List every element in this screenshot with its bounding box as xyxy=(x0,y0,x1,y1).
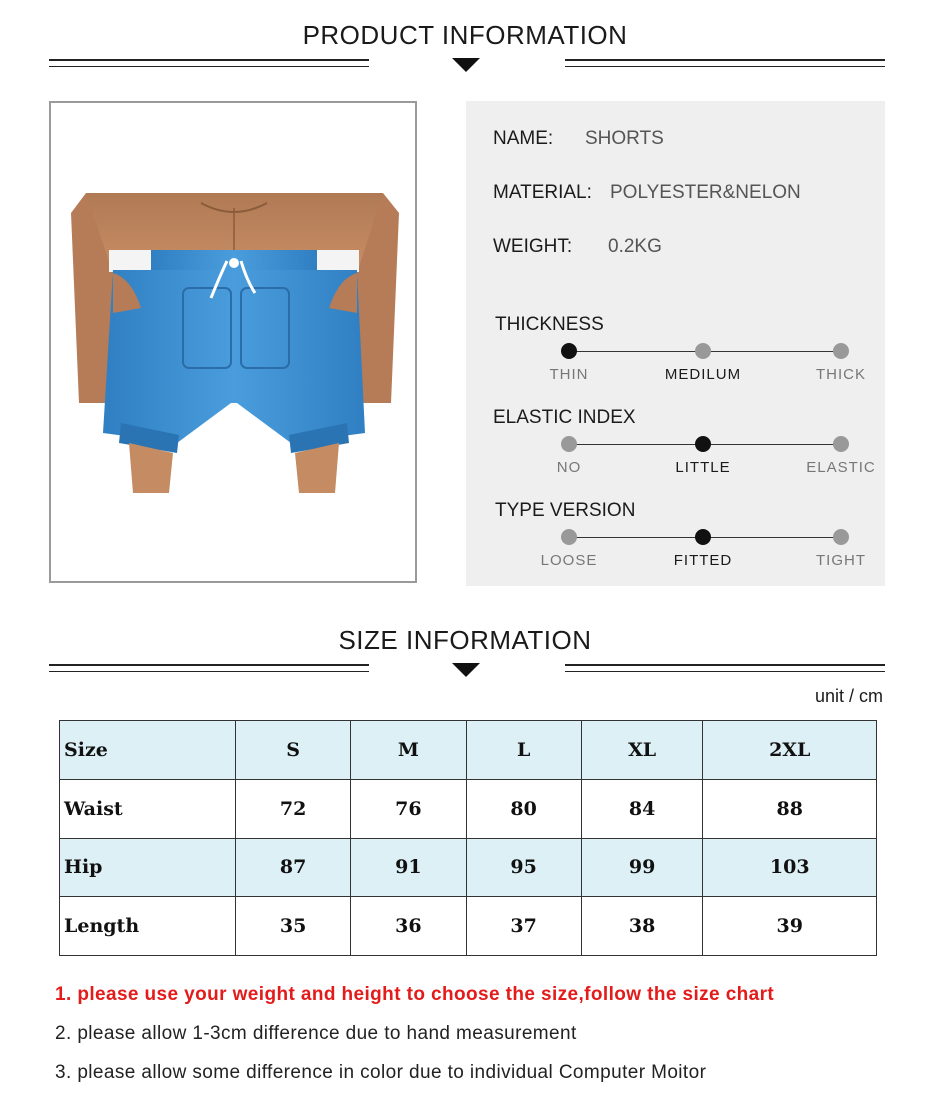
table-cell: 88 xyxy=(703,779,877,838)
thickness-title: THICKNESS xyxy=(495,314,604,335)
table-row-label: Waist xyxy=(60,779,236,838)
table-cell: 87 xyxy=(236,838,351,897)
down-triangle-icon xyxy=(452,663,480,677)
elastic-dot-elastic xyxy=(833,436,849,452)
table-cell: 38 xyxy=(581,897,703,956)
table-row-label: Length xyxy=(60,897,236,956)
note-measurement: 2. please allow 1-3cm difference due to hand measurement xyxy=(55,1023,577,1044)
elastic-dot-little xyxy=(695,436,711,452)
table-row xyxy=(60,779,877,838)
type-option-tight: TIGHT xyxy=(816,552,866,569)
table-header-cell: XL xyxy=(581,721,703,780)
size-rule-left xyxy=(49,664,369,672)
table-cell: 103 xyxy=(703,838,877,897)
product-information-title: PRODUCT INFORMATION xyxy=(302,20,628,50)
type-option-fitted: FITTED xyxy=(673,552,733,569)
table-header-cell: L xyxy=(466,721,581,780)
size-table xyxy=(59,720,877,956)
elastic-dot-no xyxy=(561,436,577,452)
table-row xyxy=(60,838,877,897)
table-header-cell: 2XL xyxy=(703,721,877,780)
shorts-photo xyxy=(51,103,415,581)
table-row-label: Hip xyxy=(60,838,236,897)
name-value: SHORTS xyxy=(585,128,664,149)
material-label: MATERIAL: xyxy=(493,182,592,203)
down-triangle-icon xyxy=(452,58,480,72)
thickness-dot-thin xyxy=(561,343,577,359)
elastic-index-title: ELASTIC INDEX xyxy=(493,407,636,428)
thickness-option-thick: THICK xyxy=(816,366,866,383)
table-cell: 37 xyxy=(466,897,581,956)
material-value: POLYESTER&NELON xyxy=(610,182,801,203)
table-cell: 35 xyxy=(236,897,351,956)
table-cell: 39 xyxy=(703,897,877,956)
table-cell: 91 xyxy=(351,838,466,897)
note-size-chart: 1. please use your weight and height to choose the size,follow the size chart xyxy=(55,984,775,1005)
table-cell: 76 xyxy=(351,779,466,838)
table-cell: 36 xyxy=(351,897,466,956)
type-dot-loose xyxy=(561,529,577,545)
thickness-dot-medium xyxy=(695,343,711,359)
table-cell: 99 xyxy=(581,838,703,897)
table-header-cell: Size xyxy=(60,721,236,780)
type-dot-fitted xyxy=(695,529,711,545)
elastic-option-no: NO xyxy=(556,459,582,476)
unit-label: unit / cm xyxy=(814,686,883,706)
table-cell: 84 xyxy=(581,779,703,838)
table-header-cell: S xyxy=(236,721,351,780)
thickness-option-thin: THIN xyxy=(549,366,589,383)
title-rule-left xyxy=(49,59,369,67)
size-information-title: SIZE INFORMATION xyxy=(338,625,592,655)
type-version-title: TYPE VERSION xyxy=(495,500,636,521)
table-cell: 72 xyxy=(236,779,351,838)
elastic-option-little: LITTLE xyxy=(675,459,731,476)
table-row xyxy=(60,897,877,956)
table-header-row xyxy=(60,721,877,780)
weight-label: WEIGHT: xyxy=(493,236,573,257)
type-option-loose: LOOSE xyxy=(540,552,598,569)
size-rule-right xyxy=(565,664,885,672)
table-cell: 95 xyxy=(466,838,581,897)
thickness-dot-thick xyxy=(833,343,849,359)
weight-value: 0.2KG xyxy=(608,236,662,257)
name-label: NAME: xyxy=(493,128,554,149)
type-dot-tight xyxy=(833,529,849,545)
product-photo-frame xyxy=(49,101,417,583)
table-header-cell: M xyxy=(351,721,466,780)
elastic-option-elastic: ELASTIC xyxy=(806,459,876,476)
note-color: 3. please allow some difference in color due to individual Computer Moitor xyxy=(55,1062,707,1083)
thickness-option-medium: MEDILUM xyxy=(664,366,742,383)
title-rule-right xyxy=(565,59,885,67)
table-cell: 80 xyxy=(466,779,581,838)
